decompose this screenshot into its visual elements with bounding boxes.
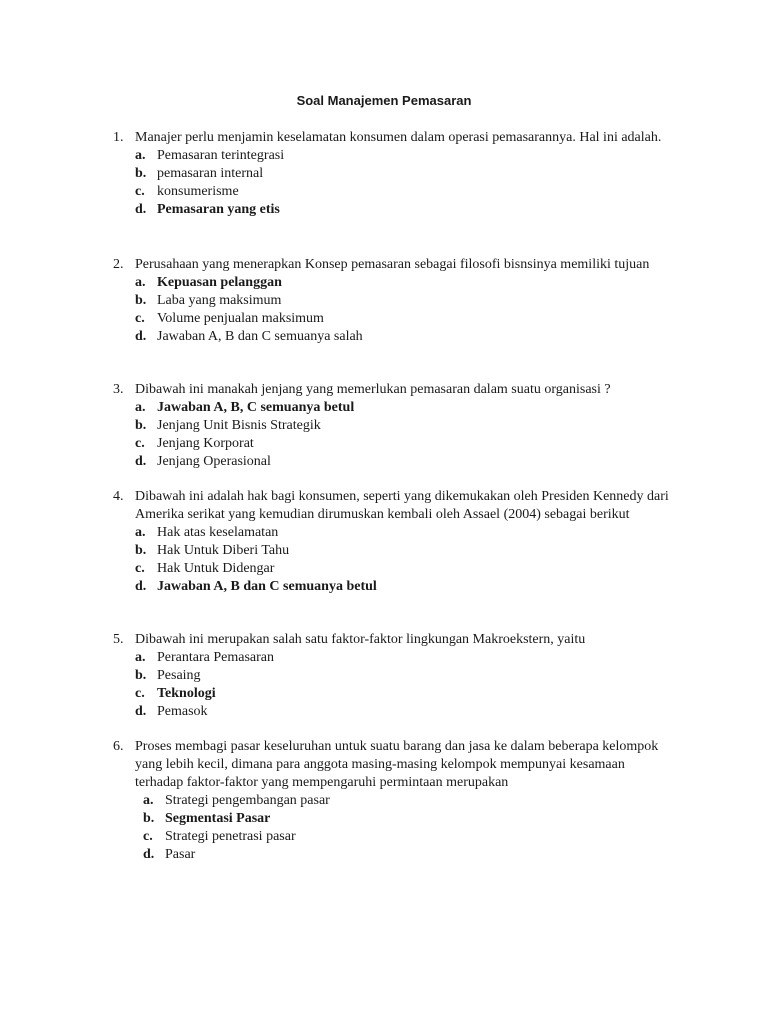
- answer-option-c: [113, 310, 673, 328]
- option-letter: d.: [135, 202, 147, 217]
- option-letter: c.: [135, 184, 145, 199]
- answer-options: [113, 274, 673, 346]
- question-5: [113, 631, 673, 721]
- option-letter: c.: [135, 436, 145, 451]
- option-text: Pemasok: [157, 704, 208, 719]
- answer-option-a: [113, 147, 673, 165]
- option-text: Strategi pengembangan pasar: [165, 793, 330, 808]
- question-number: 2.: [113, 257, 124, 272]
- question-2: [113, 256, 673, 346]
- question-number: 5.: [113, 632, 124, 647]
- option-letter: b.: [135, 668, 147, 683]
- question-6: [113, 738, 673, 864]
- answer-option-b: [113, 292, 673, 310]
- question-number: 6.: [113, 739, 124, 754]
- answer-option-c: [113, 560, 673, 578]
- option-letter: a.: [135, 525, 146, 540]
- question-4: [113, 488, 673, 596]
- answer-option-d: [113, 201, 673, 219]
- option-text: Segmentasi Pasar: [165, 811, 271, 826]
- question-text: Dibawah ini merupakan salah satu faktor-faktor lingkungan Makroekstern, yaitu: [135, 632, 586, 647]
- option-text: Laba yang maksimum: [157, 293, 282, 308]
- answer-options: [113, 147, 673, 219]
- option-text: Jenjang Unit Bisnis Strategik: [157, 418, 321, 433]
- answer-option-a: [113, 399, 673, 417]
- answer-option-d: [113, 578, 673, 596]
- option-text: Kepuasan pelanggan: [157, 275, 282, 290]
- answer-option-b: [113, 667, 673, 685]
- option-text: Volume penjualan maksimum: [157, 311, 324, 326]
- question-1: [113, 129, 673, 219]
- answer-option-a: [113, 649, 673, 667]
- option-letter: a.: [135, 275, 146, 290]
- option-text: Jenjang Operasional: [157, 454, 271, 469]
- option-letter: b.: [135, 293, 147, 308]
- option-letter: c.: [135, 686, 145, 701]
- option-text: Perantara Pemasaran: [157, 650, 274, 665]
- option-letter: a.: [135, 400, 146, 415]
- question-text: Proses membagi pasar keseluruhan untuk suatu barang dan jasa ke dalam beberapa kelompok yang lebih kecil, dimana para anggota masing-masing kelompok mempunyai kesamaan terhadap faktor-faktor yang mempengaruhi permintaan merupakan: [135, 739, 659, 790]
- answer-option-b: [113, 810, 673, 828]
- option-letter: a.: [135, 650, 146, 665]
- option-letter: c.: [135, 311, 145, 326]
- option-letter: a.: [135, 148, 146, 163]
- option-text: Hak Untuk Didengar: [157, 561, 275, 576]
- answer-option-c: [113, 183, 673, 201]
- option-letter: d.: [135, 579, 147, 594]
- answer-option-a: [113, 792, 673, 810]
- option-text: Teknologi: [157, 686, 216, 701]
- option-text: Pesaing: [157, 668, 201, 683]
- answer-options: [113, 649, 673, 721]
- question-number: 1.: [113, 130, 124, 145]
- option-letter: a.: [143, 793, 154, 808]
- option-letter: b.: [143, 811, 155, 826]
- option-text: Hak Untuk Diberi Tahu: [157, 543, 290, 558]
- document-title: Soal Manajemen Pemasaran: [296, 93, 472, 108]
- answer-option-b: [113, 417, 673, 435]
- option-text: Jawaban A, B dan C semuanya salah: [157, 329, 363, 344]
- option-text: Pemasaran terintegrasi: [157, 148, 285, 163]
- option-text: Jawaban A, B dan C semuanya betul: [157, 579, 377, 594]
- question-text: Manajer perlu menjamin keselamatan konsumen dalam operasi pemasarannya. Hal ini adalah.: [135, 130, 662, 145]
- answer-options: [113, 524, 673, 596]
- answer-option-b: [113, 165, 673, 183]
- answer-option-a: [113, 274, 673, 292]
- option-text: Strategi penetrasi pasar: [165, 829, 296, 844]
- option-letter: c.: [143, 829, 153, 844]
- option-letter: c.: [135, 561, 145, 576]
- answer-option-d: [113, 846, 673, 864]
- option-text: Hak atas keselamatan: [157, 525, 279, 540]
- question-number: 3.: [113, 382, 124, 397]
- question-number: 4.: [113, 489, 124, 504]
- answer-option-d: [113, 453, 673, 471]
- option-letter: d.: [143, 847, 155, 862]
- option-text: Jawaban A, B, C semuanya betul: [157, 400, 355, 415]
- option-letter: b.: [135, 543, 147, 558]
- answer-option-d: [113, 703, 673, 721]
- answer-option-c: [113, 828, 673, 846]
- option-letter: d.: [135, 329, 147, 344]
- option-letter: b.: [135, 166, 147, 181]
- answer-option-c: [113, 685, 673, 703]
- option-text: konsumerisme: [157, 184, 239, 199]
- answer-options: [113, 792, 673, 864]
- question-text: Perusahaan yang menerapkan Konsep pemasaran sebagai filosofi bisnsinya memiliki tujuan: [135, 257, 650, 272]
- question-text: Dibawah ini manakah jenjang yang memerlukan pemasaran dalam suatu organisasi ?: [135, 382, 611, 397]
- option-text: Pasar: [165, 847, 196, 862]
- answer-option-b: [113, 542, 673, 560]
- option-text: Pemasaran yang etis: [157, 202, 280, 217]
- question-3: [113, 381, 673, 471]
- answer-option-a: [113, 524, 673, 542]
- option-text: pemasaran internal: [157, 166, 264, 181]
- question-text: Dibawah ini adalah hak bagi konsumen, seperti yang dikemukakan oleh Presiden Kennedy dari Amerika serikat yang kemudian dirumuskan kembali oleh Assael (2004) sebagai berikut: [135, 489, 669, 522]
- option-letter: d.: [135, 454, 147, 469]
- answer-option-c: [113, 435, 673, 453]
- option-text: Jenjang Korporat: [157, 436, 254, 451]
- answer-options: [113, 399, 673, 471]
- answer-option-d: [113, 328, 673, 346]
- option-letter: b.: [135, 418, 147, 433]
- option-letter: d.: [135, 704, 147, 719]
